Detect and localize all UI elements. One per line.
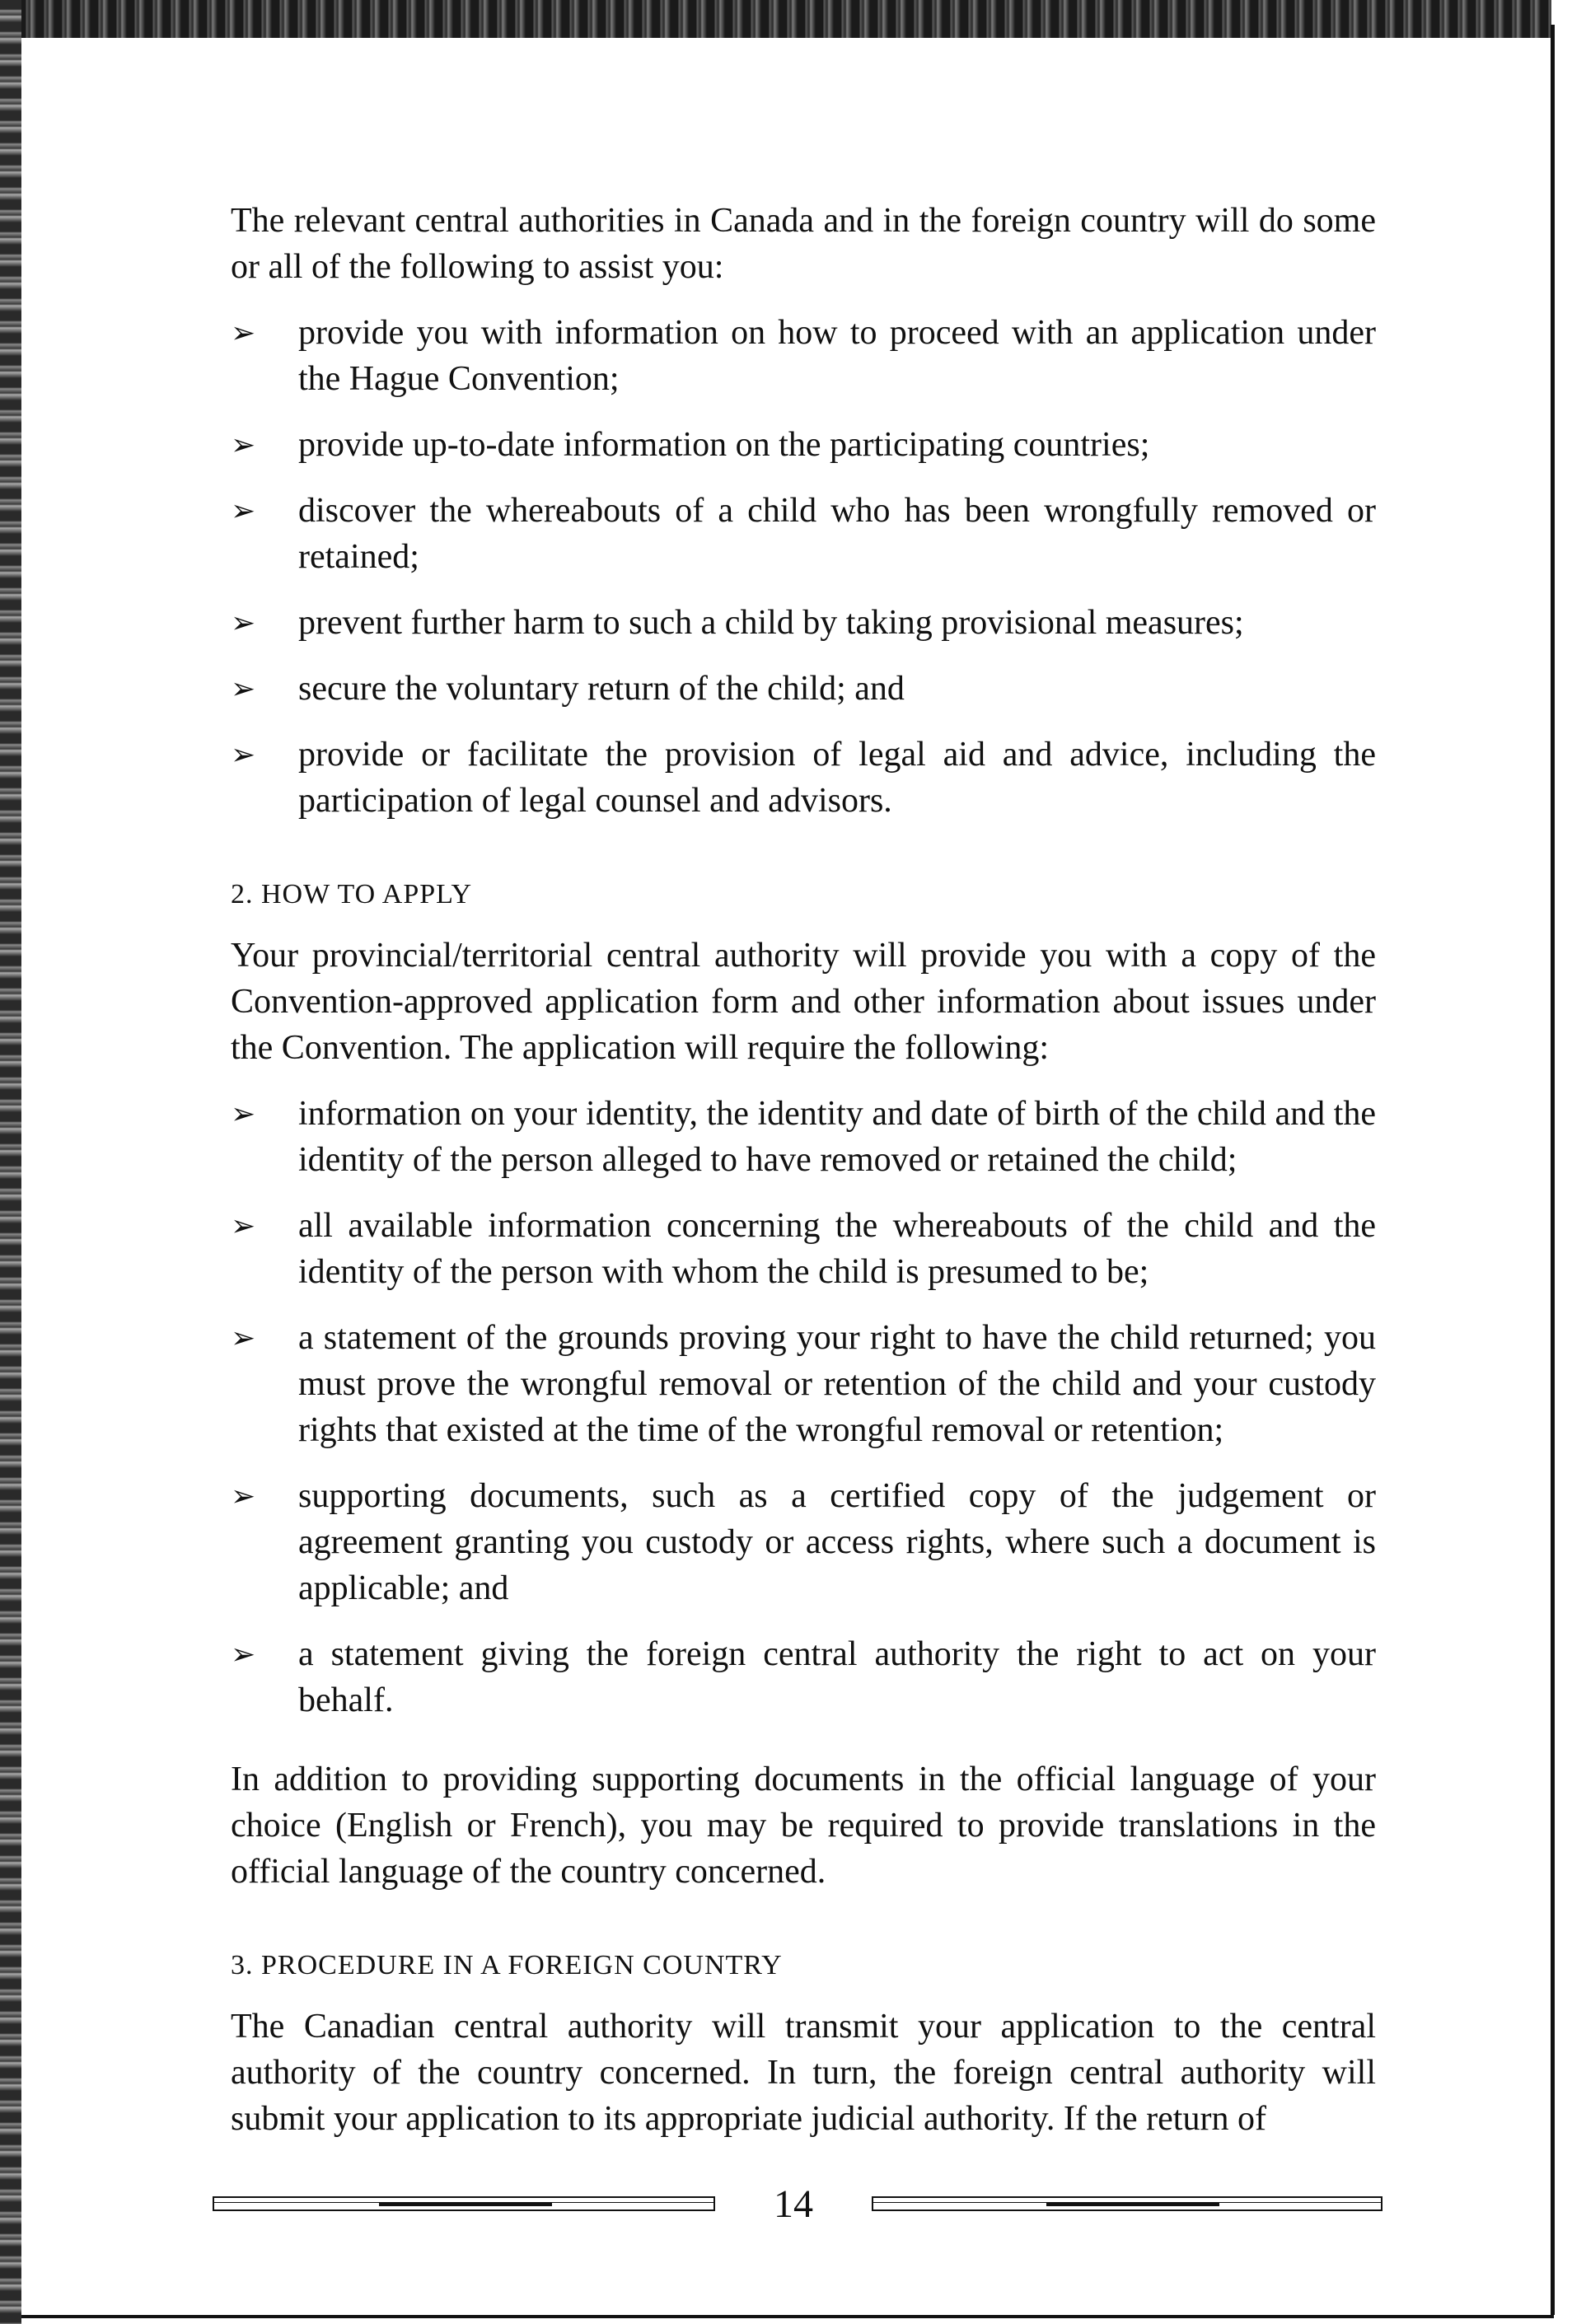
intro-paragraph: The relevant central authorities in Canada and in the foreign country will do some or all of the following to assist you: bbox=[231, 202, 1376, 286]
arrow-bullet-icon: ➢ bbox=[231, 606, 256, 639]
arrow-bullet-icon: ➢ bbox=[231, 494, 256, 527]
list-item: ➢ prevent further harm to such a child by taking provisional measures; bbox=[231, 600, 1376, 646]
list-item: ➢ information on your identity, the identity and date of birth of the child and the identity of the person alleged to have removed or retained the child; bbox=[231, 1091, 1376, 1183]
arrow-bullet-icon: ➢ bbox=[231, 1638, 256, 1671]
list-item: ➢ provide you with information on how to proceed with an application under the Hague Convention; bbox=[231, 310, 1376, 402]
section-heading-how-to-apply: 2. HOW TO APPLY bbox=[231, 879, 473, 909]
arrow-bullet-icon: ➢ bbox=[231, 1480, 256, 1513]
list-item: ➢ a statement giving the foreign central authority the right to act on your behalf. bbox=[231, 1631, 1376, 1723]
list-item: ➢ discover the whereabouts of a child who has been wrongfully removed or retained; bbox=[231, 488, 1376, 580]
arrow-bullet-icon: ➢ bbox=[231, 316, 256, 349]
list-item: ➢ provide up-to-date information on the participating countries; bbox=[231, 422, 1376, 468]
page-margin-right bbox=[1551, 0, 1586, 2324]
how-to-apply-paragraph: Your provincial/territorial central authority will provide you with a copy of the Convention-approved application form and other information about issues under the Convention. The application will require the following: bbox=[231, 937, 1376, 1067]
scan-border-top bbox=[0, 0, 1586, 38]
list-item: ➢ supporting documents, such as a certified copy of the judgement or agreement granting you custody or access rights, where such a document is applicable; and bbox=[231, 1473, 1376, 1611]
translations-paragraph: In addition to providing supporting documents in the official language of your choice (English or French), you may be required to provide translations in the official language of the country concerned. bbox=[231, 1761, 1376, 1891]
section-heading-procedure-foreign-country: 3. PROCEDURE IN A FOREIGN COUNTRY bbox=[231, 1950, 783, 1980]
assist-list bbox=[231, 310, 1376, 824]
page-footer bbox=[213, 2181, 1382, 2231]
footer-ornament-right bbox=[872, 2196, 1382, 2211]
arrow-bullet-icon: ➢ bbox=[231, 738, 256, 771]
arrow-bullet-icon: ➢ bbox=[231, 672, 256, 705]
list-item: ➢ all available information concerning the whereabouts of the child and the identity of the person with whom the child is presumed to be; bbox=[231, 1203, 1376, 1295]
arrow-bullet-icon: ➢ bbox=[231, 428, 256, 461]
page-frame-right-rule bbox=[1551, 25, 1555, 2315]
procedure-paragraph: The Canadian central authority will transmit your application to the central authority of the country concerned. In turn, the foreign central authority will submit your application to its appropriate judicial authority. If the return of bbox=[231, 2008, 1376, 2138]
list-item: ➢ provide or facilitate the provision of legal aid and advice, including the participation of legal counsel and advisors. bbox=[231, 732, 1376, 824]
arrow-bullet-icon: ➢ bbox=[231, 1097, 256, 1130]
list-item: ➢ a statement of the grounds proving your right to have the child returned; you must prove the wrongful removal or retention of the child and your custody rights that existed at the time of the wrongful removal or retention; bbox=[231, 1315, 1376, 1453]
page-frame-bottom-rule bbox=[21, 2315, 1554, 2318]
page-number: 14 bbox=[774, 2182, 813, 2226]
application-requirements-list bbox=[231, 1091, 1376, 1723]
arrow-bullet-icon: ➢ bbox=[231, 1209, 256, 1242]
page-body bbox=[231, 198, 1376, 2162]
list-item: ➢ secure the voluntary return of the child; and bbox=[231, 666, 1376, 712]
arrow-bullet-icon: ➢ bbox=[231, 1321, 256, 1354]
footer-ornament-left bbox=[213, 2196, 715, 2211]
scan-border-left bbox=[0, 0, 21, 2324]
